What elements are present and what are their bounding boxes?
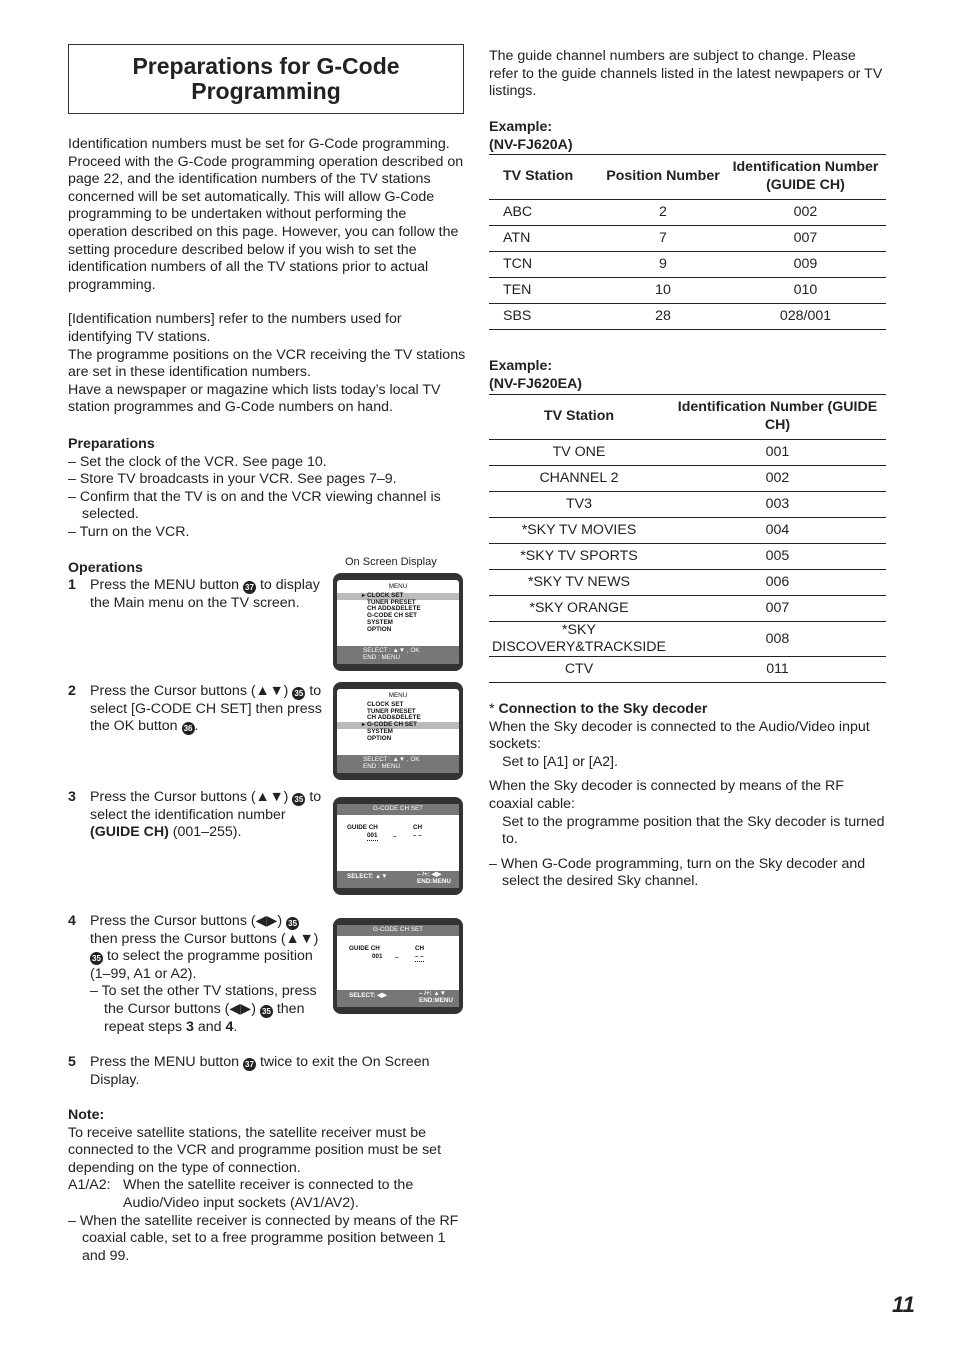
osd-footer-end: END : MENU (363, 654, 401, 662)
table-header-row (489, 395, 886, 440)
osd-menu-item: SYSTEM (367, 618, 393, 626)
guide-ch-cell: 008 (669, 622, 886, 657)
step-text: to select the identification number (90, 789, 322, 823)
osd-footer-select: SELECT: ◀▶ (349, 992, 387, 999)
sky-rf-text: When the Sky decoder is connected by means of the RF coaxial cable: (489, 778, 844, 812)
osd-screen-gcode-2 (333, 918, 463, 1014)
guide-ch-cell: 005 (669, 544, 886, 570)
osd-menu-item: ▸ CLOCK SET (337, 593, 459, 600)
station-cell: TCN (489, 252, 601, 278)
preparation-item: – Set the clock of the VCR. See page 10. (68, 453, 327, 470)
table-row (489, 200, 886, 226)
table-row (489, 440, 886, 466)
step-number: 2 (68, 683, 76, 699)
guide-ch-cell: 011 (669, 657, 886, 683)
step-number: 5 (68, 1054, 76, 1070)
step-text: Press the Cursor buttons (▲▼) (90, 789, 289, 805)
note-text: To receive satellite stations, the satellite receiver must be connected to the VCR and programme position must be set depending on the type of connection. (68, 1124, 442, 1176)
step-text: . (233, 1018, 238, 1035)
osd-screen-menu-1 (333, 573, 463, 671)
guide-ch-cell: 002 (669, 466, 886, 492)
table-row (489, 544, 886, 570)
osd-caption: On Screen Display (345, 556, 437, 568)
table-header: Position Number (601, 155, 725, 200)
osd-screen-menu-2 (333, 682, 463, 780)
osd-ch-value: – – (415, 952, 424, 960)
sky-heading-text: Connection to the Sky decoder (498, 701, 708, 717)
intro-paragraph: Identification numbers must be set for G-Code programming. Proceed with the G-Code programming operation described on page 22, and the identification numbers of the TV stations concerned will be set automatically. This will allow G-Code programming to be undertaken without performing the operation described on this page. However, you can follow the setting procedure described below if you wish to set the identification numbers of all the TV stations prior to actual programming. (68, 136, 464, 293)
note-heading: Note: (68, 1107, 105, 1123)
osd-menu-item: TUNER PRESET (367, 598, 416, 606)
table-header: TV Station (489, 155, 601, 200)
osd-separator: – (393, 832, 397, 840)
menu-button-icon: 37 (243, 1058, 256, 1071)
sky-av-setting: Set to [A1] or [A2]. (502, 753, 618, 770)
table-row (489, 570, 886, 596)
guide-ch-cell: 009 (725, 252, 886, 278)
note-section (68, 1107, 464, 1265)
osd-menu-item: ▸ G-CODE CH SET (337, 722, 459, 729)
osd-menu-title: MENU (388, 583, 408, 590)
guide-ch-cell: 004 (669, 518, 886, 544)
table-row (489, 622, 886, 657)
step-text: Press the Cursor buttons (◀▶) (90, 913, 283, 929)
sky-heading-star: * (489, 701, 495, 717)
intro-text (68, 136, 466, 417)
step-text: . (194, 718, 199, 735)
intro-paragraph: The programme positions on the VCR receiving the TV stations are set in these identification numbers. (68, 346, 466, 381)
step-sub-note (90, 983, 326, 1036)
station-cell: *SKY TV SPORTS (489, 544, 669, 570)
preparation-item: – Store TV broadcasts in your VCR. See pages 7–9. (68, 471, 397, 488)
step-text: and (197, 1018, 222, 1035)
step-number: 3 (68, 789, 76, 805)
osd-guide-ch-label: GUIDE CH (347, 823, 378, 831)
cursor-button-icon: 35 (90, 952, 103, 965)
step-text: then repeat steps (104, 1000, 305, 1035)
osd-footer-adjust: – /+: ◀▶ (417, 871, 442, 878)
osd-guide-ch-value: 001 (372, 952, 383, 960)
osd-footer-select: SELECT: ▲▼ (347, 873, 388, 880)
note-a1a2-text: When the satellite receiver is connected to the Audio/Video input sockets (AV1/AV2). (123, 1177, 414, 1211)
menu-button-icon: 37 (243, 581, 256, 594)
note-a1a2 (68, 1177, 464, 1212)
example-2-heading (489, 358, 582, 393)
step-number: 1 (68, 577, 76, 593)
osd-ch-label: CH (413, 823, 423, 831)
step-text: Press the MENU button (90, 577, 240, 593)
station-cell: *SKY ORANGE (489, 596, 669, 622)
step-3 (68, 789, 326, 842)
osd-footer-end: END:MENU (417, 878, 451, 885)
position-cell: 9 (601, 252, 725, 278)
sky-gcode-note: – When G-Code programming, turn on the Sky decoder and select the desired Sky channel. (489, 855, 866, 890)
step-text: to select the programme position (1–99, A1 or A2). (90, 948, 313, 982)
guide-table-fj620ea (489, 394, 886, 683)
guide-ch-cell: 007 (725, 226, 886, 252)
preparation-item: – Confirm that the TV is on and the VCR viewing channel is selected. (68, 488, 441, 523)
guide-table-fj620a (489, 154, 886, 330)
table-row (489, 278, 886, 304)
station-cell: TEN (489, 278, 601, 304)
cursor-button-icon: 35 (292, 687, 305, 700)
table-header-row (489, 155, 886, 200)
sky-av-text: When the Sky decoder is connected to the Audio/Video input sockets: (489, 718, 870, 753)
station-cell: ABC (489, 200, 601, 226)
position-cell: 28 (601, 304, 725, 330)
position-cell: 7 (601, 226, 725, 252)
station-cell: ATN (489, 226, 601, 252)
table-row (489, 226, 886, 252)
step-text: to select [G-CODE CH SET] then press the OK button (90, 683, 322, 735)
table-row (489, 466, 886, 492)
sky-rf-setting: Set to the programme position that the Sky decoder is turned to. (502, 813, 885, 848)
note-a1a2-label: A1/A2: (68, 1177, 111, 1194)
step-text: to display the Main menu on the TV screen. (90, 577, 320, 611)
step-5 (68, 1054, 458, 1089)
page-number: 11 (892, 1292, 915, 1317)
page-title: Preparations for G-Code Programming (68, 44, 464, 114)
example-model: (NV-FJ620EA) (489, 375, 583, 392)
table-row (489, 304, 886, 330)
cursor-button-icon: 35 (260, 1005, 273, 1018)
position-cell: 10 (601, 278, 725, 304)
preparations-section (68, 436, 466, 542)
guide-ch-cell: 010 (725, 278, 886, 304)
table-row (489, 252, 886, 278)
osd-menu-item: SYSTEM (367, 727, 393, 735)
guide-ch-cell: 001 (669, 440, 886, 466)
table-header: Identification Number (GUIDE CH) (725, 155, 886, 200)
osd-separator: – (395, 953, 399, 961)
step-text: (001–255). (172, 824, 242, 841)
step-text: twice to exit the On Screen Display. (90, 1054, 430, 1088)
example-model: (NV-FJ620A) (489, 136, 573, 153)
station-cell: *SKY TV MOVIES (489, 518, 669, 544)
station-cell: *SKY TV NEWS (489, 570, 669, 596)
guide-note: The guide channel numbers are subject to change. Please refer to the guide channels listed in the latest newpapers or TV listings. (489, 48, 883, 100)
intro-paragraph: [Identification numbers] refer to the numbers used for identifying TV stations. (68, 311, 402, 345)
cursor-button-icon: 35 (292, 793, 305, 806)
guide-ch-cell: 006 (669, 570, 886, 596)
table-row (489, 596, 886, 622)
osd-footer-end: END : MENU (363, 763, 401, 771)
osd-footer-select: SELECT : ▲▼ , OK (363, 647, 420, 655)
osd-gcode-title: G-CODE CH SET (337, 804, 459, 815)
example-label: Example: (489, 358, 553, 374)
guide-ch-cell: 007 (669, 596, 886, 622)
guide-ch-cell: 003 (669, 492, 886, 518)
example-label: Example: (489, 119, 553, 135)
step-text: Press the Cursor buttons (▲▼) (90, 683, 289, 699)
osd-menu-item: G-CODE CH SET (367, 612, 418, 620)
sky-decoder-section (489, 701, 887, 891)
osd-ch-label: CH (415, 944, 425, 952)
table-row (489, 492, 886, 518)
step-number: 4 (68, 913, 76, 929)
guide-ch-cell: 002 (725, 200, 886, 226)
osd-menu-item: CH ADD&DELETE (367, 605, 421, 613)
step-text: then press the Cursor buttons (▲▼) (90, 930, 319, 947)
step-1 (68, 577, 326, 612)
cursor-button-icon: 35 (286, 917, 299, 930)
example-1-heading (489, 119, 573, 154)
station-cell: TV ONE (489, 440, 669, 466)
osd-menu-item: OPTION (367, 734, 392, 742)
step-text: Press the MENU button (90, 1054, 240, 1070)
osd-guide-ch-value: 001 (367, 831, 378, 839)
step-text: – To set the other TV stations, press the Cursor buttons (◀▶) (90, 983, 317, 1017)
note-rf-text: – When the satellite receiver is connected by means of the RF coaxial cable, set to a free programme position between 1 and 99. (68, 1212, 459, 1264)
station-cell: CTV (489, 657, 669, 683)
step-4 (68, 913, 326, 1036)
station-cell: SBS (489, 304, 601, 330)
table-header: TV Station (489, 395, 669, 440)
preparation-item: – Turn on the VCR. (68, 523, 190, 540)
osd-menu-item: TUNER PRESET (367, 707, 416, 715)
osd-footer-adjust: – /+: ▲▼ (419, 990, 446, 997)
osd-menu-item: OPTION (367, 625, 392, 633)
guide-ch-cell: 028/001 (725, 304, 886, 330)
osd-guide-ch-label: GUIDE CH (349, 944, 380, 952)
osd-menu-title: MENU (388, 692, 408, 699)
sky-heading (489, 701, 887, 719)
step-text: (GUIDE CH) (90, 824, 169, 841)
ok-button-icon: 36 (182, 722, 195, 735)
operations-heading: Operations (68, 560, 143, 576)
osd-gcode-title: G-CODE CH SET (337, 925, 459, 936)
step-2 (68, 683, 326, 736)
station-cell: TV3 (489, 492, 669, 518)
osd-menu-item: CH ADD&DELETE (367, 714, 421, 722)
step-text: 3 (186, 1018, 194, 1035)
position-cell: 2 (601, 200, 725, 226)
preparations-heading: Preparations (68, 436, 155, 452)
osd-footer-select: SELECT : ▲▼ , OK (363, 756, 420, 764)
station-cell: CHANNEL 2 (489, 466, 669, 492)
station-cell: *SKY DISCOVERY&TRACKSIDE (489, 622, 669, 657)
osd-menu-item: CLOCK SET (367, 700, 404, 708)
step-text: 4 (225, 1018, 234, 1035)
intro-paragraph: Have a newspaper or magazine which lists today’s local TV station programmes and G-Code numbers on hand. (68, 381, 441, 416)
table-row (489, 518, 886, 544)
table-row (489, 657, 886, 683)
osd-footer-end: END:MENU (419, 997, 453, 1004)
table-header: Identification Number (GUIDE CH) (669, 395, 886, 440)
osd-ch-value: – – (413, 831, 422, 839)
osd-screen-gcode-1 (333, 797, 463, 895)
